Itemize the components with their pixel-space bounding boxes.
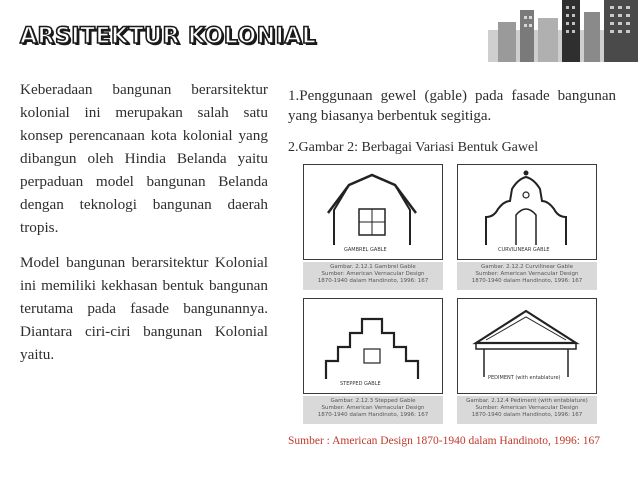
model-paragraph: Model bangunan berarsitektur Kolonial ini memiliki kekhasan bentuk bangunan terutama pada fasade bangunannya. Diantara ciri-ciri bangunan Kolonial yaitu. (20, 254, 268, 363)
intro-paragraph: Keberadaan bangunan berarsitektur kolonial ini merupakan salah satu konsep perencanaan kota kolonial yang dibangun oleh Hindia Belanda yaitu perpaduan model bangunan Belanda dengan teknologi bangunan daerah tropis. (20, 81, 268, 236)
point-one-text: 1.Penggunaan gewel (gable) pada fasade bangunan yang biasanya berbentuk segitiga. (288, 88, 616, 124)
left-column (20, 78, 268, 378)
curvilinear-caption: Gambar. 2.12.2 Curvilinear Gable Sumber: American Vernacular Design 1870-1940 dalam Handinoto, 1996: 167 (457, 262, 597, 290)
point-two-text: 2.Gambar 2: Berbagai Variasi Bentuk Gawel (288, 140, 539, 155)
slide-header (0, 0, 638, 62)
pediment-gable-drawing (457, 298, 597, 394)
pediment-caption: Gambar. 2.12.4 Pediment (with entablature) Sumber: American Vernacular Design 1870-1940 dalam Handinoto, 1996: 167 (457, 396, 597, 424)
pediment-sketch-label: PEDIMENT (with entablature) (488, 375, 561, 381)
stepped-gable-drawing (303, 298, 443, 394)
stepped-sketch-label: STEPPED GABLE (340, 381, 381, 387)
stepped-caption: Gambar. 2.12.3 Stepped Gable Sumber: American Vernacular Design 1870-1940 dalam Handinoto, 1996: 167 (303, 396, 443, 424)
gambrel-caption: Gambar. 2.12.1 Gambrel Gable Sumber: American Vernacular Design 1870-1940 dalam Handinoto, 1996: 167 (303, 262, 443, 290)
gambrel-sketch-label: GAMBREL GABLE (344, 247, 387, 253)
figure-source-note: Sumber : American Design 1870-1940 dalam Handinoto, 1996: 167 (288, 435, 601, 447)
gambrel-gable-drawing (303, 164, 443, 260)
city-skyline-icon (488, 0, 638, 62)
gable-variations-figure (303, 164, 600, 424)
slide-title: ARSITEKTUR KOLONIAL (20, 24, 317, 49)
right-column (288, 86, 616, 156)
curvilinear-sketch-label: CURVILINEAR GABLE (498, 247, 550, 253)
curvilinear-gable-drawing (457, 164, 597, 260)
